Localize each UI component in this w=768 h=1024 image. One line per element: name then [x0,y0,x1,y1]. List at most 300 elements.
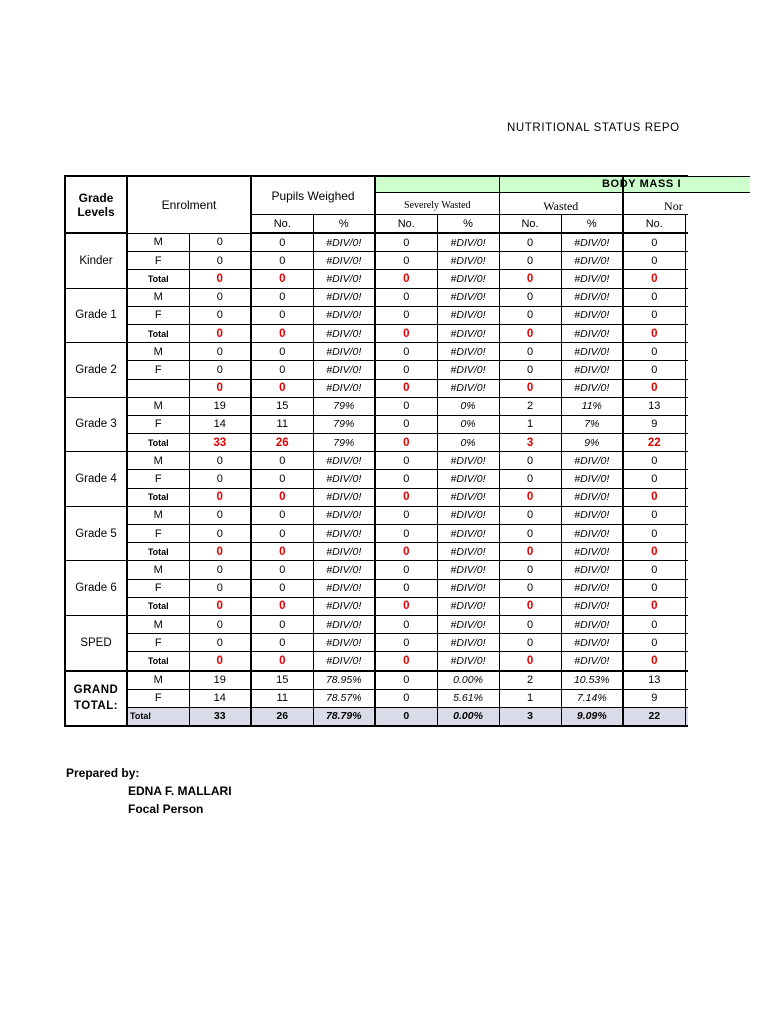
pupils-weighed-no-cell: 0 [251,525,313,543]
wasted-no-cell: 0 [499,488,561,506]
severely-wasted-pct-cell: #DIV/0! [437,270,499,288]
enrolment-cell: 0 [189,525,251,543]
wasted-pct-cell: #DIV/0! [561,634,623,652]
grade-label: Grade 5 [65,506,127,561]
wasted-no-cell: 0 [499,452,561,470]
sex-cell: F [127,252,189,270]
wasted-pct-cell: 9.09% [561,707,623,726]
wasted-no-header: No. [499,215,561,234]
normal-pct-cell [685,343,688,361]
enrolment-cell: 0 [189,361,251,379]
pupils-weighed-pct-header: % [313,215,375,234]
severely-wasted-no-cell: 0 [375,707,437,726]
severely-wasted-no-cell: 0 [375,488,437,506]
wasted-no-cell: 2 [499,397,561,415]
wasted-pct-cell: #DIV/0! [561,597,623,615]
pupils-weighed-pct-cell: 78.57% [313,689,375,707]
pupils-weighed-no-cell: 11 [251,689,313,707]
pupils-weighed-pct-cell: #DIV/0! [313,543,375,561]
normal-no-cell: 0 [623,543,685,561]
sex-cell: F [127,470,189,488]
severely-wasted-no-cell: 0 [375,379,437,397]
enrolment-cell: 0 [189,233,251,252]
wasted-pct-cell: #DIV/0! [561,470,623,488]
pupils-weighed-no-cell: 0 [251,306,313,324]
table-row [65,652,688,671]
normal-pct-cell [685,543,688,561]
pupils-weighed-no-cell: 15 [251,671,313,690]
wasted-no-cell: 0 [499,525,561,543]
enrolment-cell: 19 [189,397,251,415]
sex-cell: F [127,306,189,324]
enrolment-cell: 0 [189,615,251,633]
sex-cell: M [127,343,189,361]
severely-wasted-pct-cell: #DIV/0! [437,470,499,488]
wasted-pct-cell: #DIV/0! [561,288,623,306]
wasted-pct-cell: #DIV/0! [561,543,623,561]
wasted-pct-cell: #DIV/0! [561,561,623,579]
wasted-no-cell: 3 [499,707,561,726]
normal-pct-cell [685,379,688,397]
enrolment-header: Enrolment [127,176,251,233]
normal-pct-cell [685,561,688,579]
wasted-no-cell: 0 [499,379,561,397]
severely-wasted-pct-cell: 0.00% [437,707,499,726]
enrolment-cell: 0 [189,379,251,397]
normal-no-cell: 0 [623,561,685,579]
pupils-weighed-no-cell: 0 [251,270,313,288]
pupils-weighed-no-cell: 0 [251,506,313,524]
normal-pct-cell [685,689,688,707]
wasted-pct-cell: #DIV/0! [561,379,623,397]
pupils-weighed-no-cell: 0 [251,324,313,342]
pupils-weighed-pct-cell: 78.95% [313,671,375,690]
normal-pct-cell [685,252,688,270]
severely-wasted-pct-cell: #DIV/0! [437,579,499,597]
normal-no-cell: 0 [623,343,685,361]
normal-no-cell: 0 [623,652,685,671]
normal-no-cell: 22 [623,707,685,726]
pupils-weighed-no-cell: 0 [251,470,313,488]
enrolment-cell: 33 [189,707,251,726]
severely-wasted-no-cell: 0 [375,671,437,690]
severely-wasted-no-cell: 0 [375,597,437,615]
table-row [65,288,688,306]
table-row [65,270,688,288]
severely-wasted-no-cell: 0 [375,615,437,633]
pupils-weighed-no-cell: 0 [251,379,313,397]
pupils-weighed-pct-cell: #DIV/0! [313,361,375,379]
wasted-pct-cell: 10.53% [561,671,623,690]
pupils-weighed-pct-cell: #DIV/0! [313,324,375,342]
normal-no-cell: 13 [623,397,685,415]
sex-cell: M [127,397,189,415]
normal-pct-header [685,215,688,234]
enrolment-cell: 0 [189,652,251,671]
wasted-no-cell: 0 [499,270,561,288]
enrolment-cell: 0 [189,597,251,615]
pupils-weighed-no-cell: 0 [251,543,313,561]
severely-wasted-no-cell: 0 [375,397,437,415]
pupils-weighed-no-cell: 26 [251,434,313,452]
grade-label: Grade 6 [65,561,127,616]
grade-label: Grade 3 [65,397,127,452]
wasted-no-cell: 1 [499,689,561,707]
severely-wasted-no-cell: 0 [375,579,437,597]
pupils-weighed-no-header: No. [251,215,313,234]
table-row [65,525,688,543]
table-body [65,176,688,726]
normal-pct-cell [685,488,688,506]
sex-cell: F [127,525,189,543]
normal-pct-cell [685,634,688,652]
pupils-weighed-no-cell: 0 [251,634,313,652]
nutritional-status-table [64,175,688,727]
severely-wasted-pct-cell: #DIV/0! [437,324,499,342]
severely-wasted-pct-cell: #DIV/0! [437,379,499,397]
normal-pct-cell [685,671,688,690]
severely-wasted-pct-cell: #DIV/0! [437,306,499,324]
pupils-weighed-pct-cell: 79% [313,434,375,452]
enrolment-cell: 0 [189,270,251,288]
enrolment-cell: 14 [189,415,251,433]
normal-no-cell: 0 [623,452,685,470]
grade-label: Grade 1 [65,288,127,343]
sex-cell: M [127,233,189,252]
normal-pct-cell [685,652,688,671]
pupils-weighed-pct-cell: #DIV/0! [313,452,375,470]
preparer-role: Focal Person [128,802,204,816]
normal-no-cell: 9 [623,415,685,433]
wasted-pct-cell: #DIV/0! [561,525,623,543]
table-row [65,707,688,726]
table-row [65,397,688,415]
severely-wasted-no-cell: 0 [375,652,437,671]
table-row [65,452,688,470]
normal-pct-cell [685,707,688,726]
pupils-weighed-no-cell: 0 [251,288,313,306]
prepared-by-label: Prepared by: [66,766,140,780]
severely-wasted-pct-cell: #DIV/0! [437,561,499,579]
pupils-weighed-no-cell: 0 [251,488,313,506]
pupils-weighed-pct-cell: #DIV/0! [313,652,375,671]
severely-wasted-no-cell: 0 [375,343,437,361]
nutritional-status-table-wrap [64,175,688,728]
pupils-weighed-pct-cell: 79% [313,397,375,415]
normal-pct-cell [685,233,688,252]
severely-wasted-no-cell: 0 [375,324,437,342]
pupils-weighed-pct-cell: #DIV/0! [313,488,375,506]
pupils-weighed-no-cell: 0 [251,452,313,470]
pupils-weighed-pct-cell: #DIV/0! [313,288,375,306]
pupils-weighed-pct-cell: #DIV/0! [313,579,375,597]
severely-wasted-no-cell: 0 [375,415,437,433]
normal-pct-cell [685,506,688,524]
enrolment-cell: 0 [189,343,251,361]
pupils-weighed-no-cell: 0 [251,561,313,579]
enrolment-cell: 0 [189,561,251,579]
normal-no-cell: 13 [623,671,685,690]
normal-pct-cell [685,434,688,452]
grade-label: Grade 4 [65,452,127,507]
severely-wasted-pct-cell: #DIV/0! [437,615,499,633]
pupils-weighed-no-cell: 0 [251,652,313,671]
wasted-pct-cell: #DIV/0! [561,233,623,252]
report-title: NUTRITIONAL STATUS REPO [507,122,680,134]
sex-cell: F [127,689,189,707]
severely-wasted-no-header: No. [375,215,437,234]
table-row [65,343,688,361]
severely-wasted-no-cell: 0 [375,306,437,324]
severely-wasted-no-cell: 0 [375,434,437,452]
severely-wasted-pct-cell: #DIV/0! [437,343,499,361]
enrolment-cell: 33 [189,434,251,452]
pupils-weighed-pct-cell: #DIV/0! [313,270,375,288]
pupils-weighed-no-cell: 11 [251,415,313,433]
severely-wasted-no-cell: 0 [375,689,437,707]
pupils-weighed-no-cell: 0 [251,361,313,379]
normal-no-cell: 0 [623,470,685,488]
wasted-no-cell: 0 [499,343,561,361]
table-row [65,579,688,597]
severely-wasted-pct-cell: #DIV/0! [437,452,499,470]
sex-cell: M [127,288,189,306]
wasted-no-cell: 0 [499,324,561,342]
wasted-no-cell: 0 [499,306,561,324]
normal-no-cell: 0 [623,506,685,524]
sex-cell: M [127,615,189,633]
wasted-no-cell: 0 [499,288,561,306]
table-row [65,306,688,324]
pupils-weighed-pct-cell: #DIV/0! [313,306,375,324]
wasted-no-cell: 0 [499,506,561,524]
normal-header: Nor [623,176,688,215]
severely-wasted-pct-cell: #DIV/0! [437,361,499,379]
normal-no-cell: 0 [623,597,685,615]
normal-no-cell: 0 [623,634,685,652]
wasted-pct-cell: 9% [561,434,623,452]
sex-cell: F [127,579,189,597]
pupils-weighed-pct-cell: #DIV/0! [313,470,375,488]
normal-no-cell: 0 [623,288,685,306]
pupils-weighed-pct-cell: 78.79% [313,707,375,726]
wasted-pct-cell: #DIV/0! [561,488,623,506]
wasted-pct-cell: #DIV/0! [561,506,623,524]
table-row [65,506,688,524]
sex-cell: F [127,634,189,652]
severely-wasted-pct-cell: #DIV/0! [437,233,499,252]
severely-wasted-no-cell: 0 [375,270,437,288]
total-label: Total [127,488,189,506]
normal-pct-cell [685,525,688,543]
wasted-pct-cell: #DIV/0! [561,252,623,270]
table-row [65,470,688,488]
total-label: Total [127,707,189,726]
table-row [65,488,688,506]
wasted-pct-cell: #DIV/0! [561,652,623,671]
total-label: Total [127,434,189,452]
normal-pct-cell [685,288,688,306]
enrolment-cell: 0 [189,506,251,524]
total-label: Total [127,597,189,615]
enrolment-cell: 0 [189,252,251,270]
pupils-weighed-pct-cell: 79% [313,415,375,433]
total-label: Total [127,543,189,561]
wasted-no-cell: 0 [499,634,561,652]
table-row [65,324,688,342]
wasted-no-cell: 0 [499,233,561,252]
normal-pct-cell [685,306,688,324]
severely-wasted-pct-cell: 5.61% [437,689,499,707]
normal-no-cell: 0 [623,488,685,506]
normal-pct-cell [685,324,688,342]
wasted-no-cell: 2 [499,671,561,690]
bmi-section-header: BODY MASS I [376,176,750,193]
normal-no-cell: 0 [623,306,685,324]
normal-pct-cell [685,597,688,615]
severely-wasted-no-cell: 0 [375,233,437,252]
wasted-pct-cell: #DIV/0! [561,452,623,470]
pupils-weighed-pct-cell: #DIV/0! [313,561,375,579]
pupils-weighed-pct-cell: #DIV/0! [313,343,375,361]
pupils-weighed-no-cell: 0 [251,233,313,252]
severely-wasted-no-cell: 0 [375,361,437,379]
normal-pct-cell [685,415,688,433]
table-row [65,597,688,615]
severely-wasted-pct-cell: 0.00% [437,671,499,690]
table-row [65,634,688,652]
severely-wasted-pct-cell: #DIV/0! [437,525,499,543]
enrolment-cell: 0 [189,488,251,506]
enrolment-cell: 14 [189,689,251,707]
pupils-weighed-no-cell: 26 [251,707,313,726]
enrolment-cell: 0 [189,543,251,561]
normal-pct-cell [685,452,688,470]
pupils-weighed-no-cell: 0 [251,579,313,597]
severely-wasted-pct-cell: #DIV/0! [437,288,499,306]
wasted-pct-cell: #DIV/0! [561,343,623,361]
table-row [65,543,688,561]
pupils-weighed-pct-cell: #DIV/0! [313,525,375,543]
normal-no-cell: 0 [623,270,685,288]
total-label: Total [127,652,189,671]
pupils-weighed-pct-cell: #DIV/0! [313,506,375,524]
table-row [65,252,688,270]
severely-wasted-no-cell: 0 [375,561,437,579]
enrolment-cell: 0 [189,470,251,488]
enrolment-cell: 0 [189,288,251,306]
severely-wasted-pct-cell: #DIV/0! [437,543,499,561]
pupils-weighed-pct-cell: #DIV/0! [313,379,375,397]
normal-no-cell: 0 [623,579,685,597]
wasted-no-cell: 0 [499,543,561,561]
normal-no-cell: 0 [623,361,685,379]
normal-no-cell: 0 [623,252,685,270]
wasted-pct-cell: #DIV/0! [561,361,623,379]
wasted-pct-cell: 11% [561,397,623,415]
wasted-no-cell: 0 [499,579,561,597]
wasted-no-cell: 0 [499,597,561,615]
sex-cell: F [127,415,189,433]
sex-cell: M [127,506,189,524]
severely-wasted-no-cell: 0 [375,634,437,652]
table-row [65,415,688,433]
normal-pct-cell [685,579,688,597]
severely-wasted-no-cell: 0 [375,470,437,488]
pupils-weighed-no-cell: 0 [251,615,313,633]
severely-wasted-pct-cell: 0% [437,434,499,452]
severely-wasted-no-cell: 0 [375,525,437,543]
normal-no-cell: 22 [623,434,685,452]
severely-wasted-no-cell: 0 [375,506,437,524]
wasted-pct-header: % [561,215,623,234]
total-label [127,379,189,397]
normal-pct-cell [685,615,688,633]
wasted-no-cell: 0 [499,252,561,270]
normal-pct-cell [685,397,688,415]
normal-no-cell: 0 [623,379,685,397]
total-label: Total [127,270,189,288]
normal-no-cell: 0 [623,324,685,342]
table-row [65,361,688,379]
severely-wasted-pct-cell: #DIV/0! [437,634,499,652]
wasted-pct-cell: #DIV/0! [561,306,623,324]
enrolment-cell: 19 [189,671,251,690]
wasted-no-cell: 1 [499,415,561,433]
severely-wasted-no-cell: 0 [375,543,437,561]
wasted-pct-cell: 7% [561,415,623,433]
wasted-no-cell: 0 [499,615,561,633]
sex-cell: M [127,561,189,579]
severely-wasted-no-cell: 0 [375,452,437,470]
pupils-weighed-pct-cell: #DIV/0! [313,233,375,252]
wasted-no-cell: 3 [499,434,561,452]
table-row [65,379,688,397]
pupils-weighed-header: Pupils Weighed [251,176,375,215]
severely-wasted-header: Severely Wasted [375,176,499,215]
severely-wasted-pct-cell: #DIV/0! [437,506,499,524]
header-row-top [65,176,688,215]
wasted-pct-cell: #DIV/0! [561,324,623,342]
enrolment-cell: 0 [189,452,251,470]
sex-cell: M [127,452,189,470]
table-row [65,671,688,690]
table-row [65,561,688,579]
pupils-weighed-pct-cell: #DIV/0! [313,634,375,652]
pupils-weighed-no-cell: 0 [251,343,313,361]
preparer-name: EDNA F. MALLARI [128,784,232,798]
grade-label: SPED [65,615,127,670]
pupils-weighed-pct-cell: #DIV/0! [313,597,375,615]
severely-wasted-pct-cell: #DIV/0! [437,252,499,270]
normal-no-header: No. [623,215,685,234]
table-row [65,615,688,633]
severely-wasted-pct-cell: #DIV/0! [437,597,499,615]
severely-wasted-pct-header: % [437,215,499,234]
wasted-no-cell: 0 [499,652,561,671]
normal-pct-cell [685,361,688,379]
severely-wasted-pct-cell: 0% [437,397,499,415]
wasted-no-cell: 0 [499,470,561,488]
grade-label: Grade 2 [65,343,127,398]
wasted-pct-cell: 7.14% [561,689,623,707]
normal-pct-cell [685,270,688,288]
normal-pct-cell [685,470,688,488]
enrolment-cell: 0 [189,306,251,324]
total-label: Total [127,324,189,342]
severely-wasted-no-cell: 0 [375,252,437,270]
normal-no-cell: 0 [623,525,685,543]
